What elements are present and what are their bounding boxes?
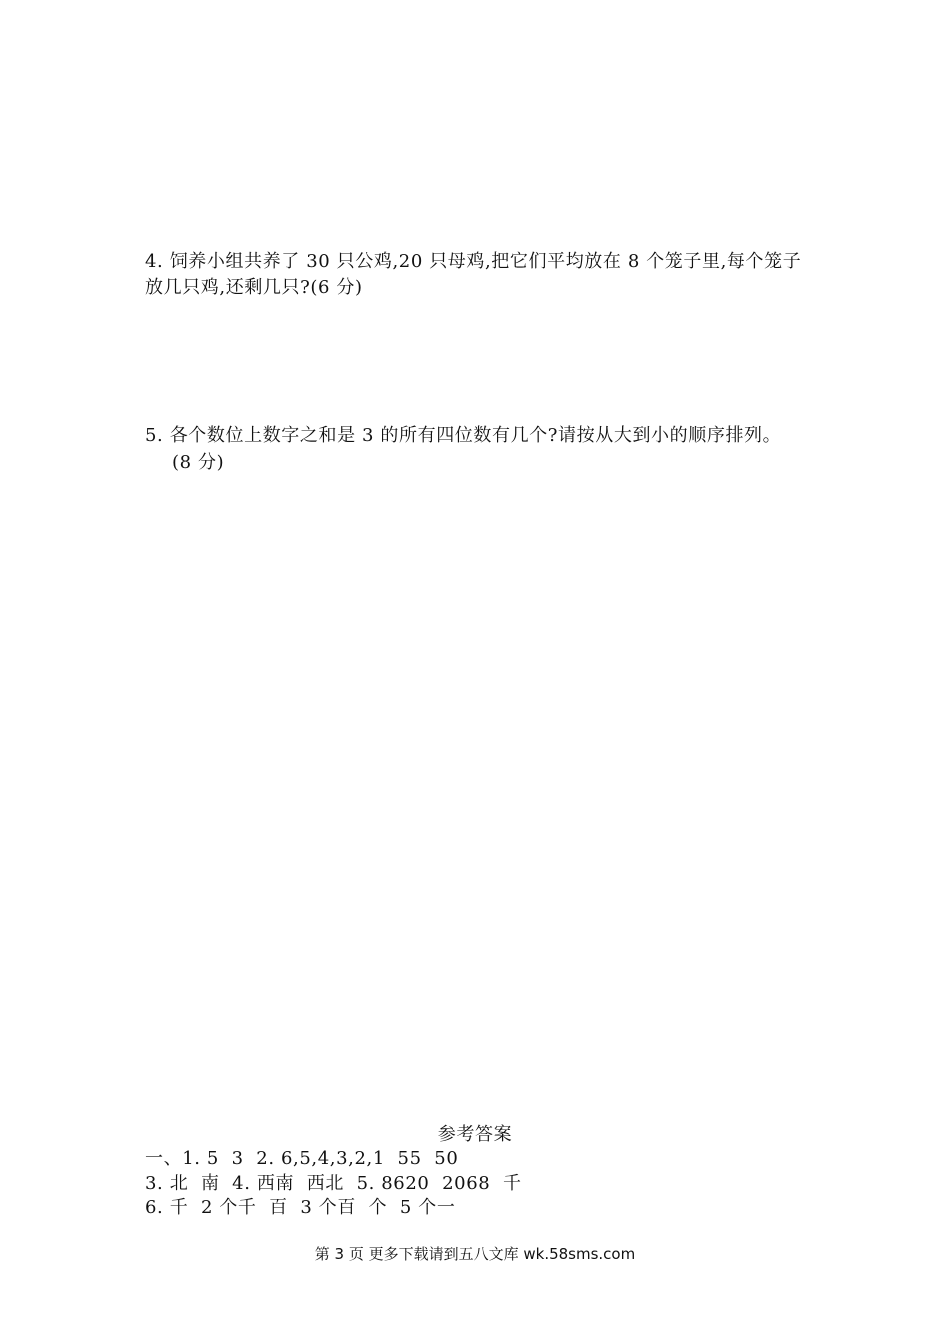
answer-line-1: 一、1. 5 3 2. 6,5,4,3,2,1 55 50 [145, 1148, 459, 1169]
question-4-line-2: 放几只鸡,还剩几只?(6 分) [145, 277, 363, 298]
question-5-line-2: (8 分) [172, 452, 225, 473]
question-4-line-1: 4. 饲养小组共养了 30 只公鸡,20 只母鸡,把它们平均放在 8 个笼子里,每个笼子 [145, 251, 802, 272]
question-5-line-1: 5. 各个数位上数字之和是 3 的所有四位数有几个?请按从大到小的顺序排列。 [145, 425, 782, 446]
answer-line-2: 3. 北 南 4. 西南 西北 5. 8620 2068 千 [145, 1173, 522, 1194]
page-footer: 第 3 页 更多下载请到五八文库 wk.58sms.com [314, 1245, 636, 1263]
answer-line-3: 6. 千 2 个千 百 3 个百 个 5 个一 [145, 1197, 456, 1218]
answer-section-title: 参考答案 [437, 1124, 513, 1145]
